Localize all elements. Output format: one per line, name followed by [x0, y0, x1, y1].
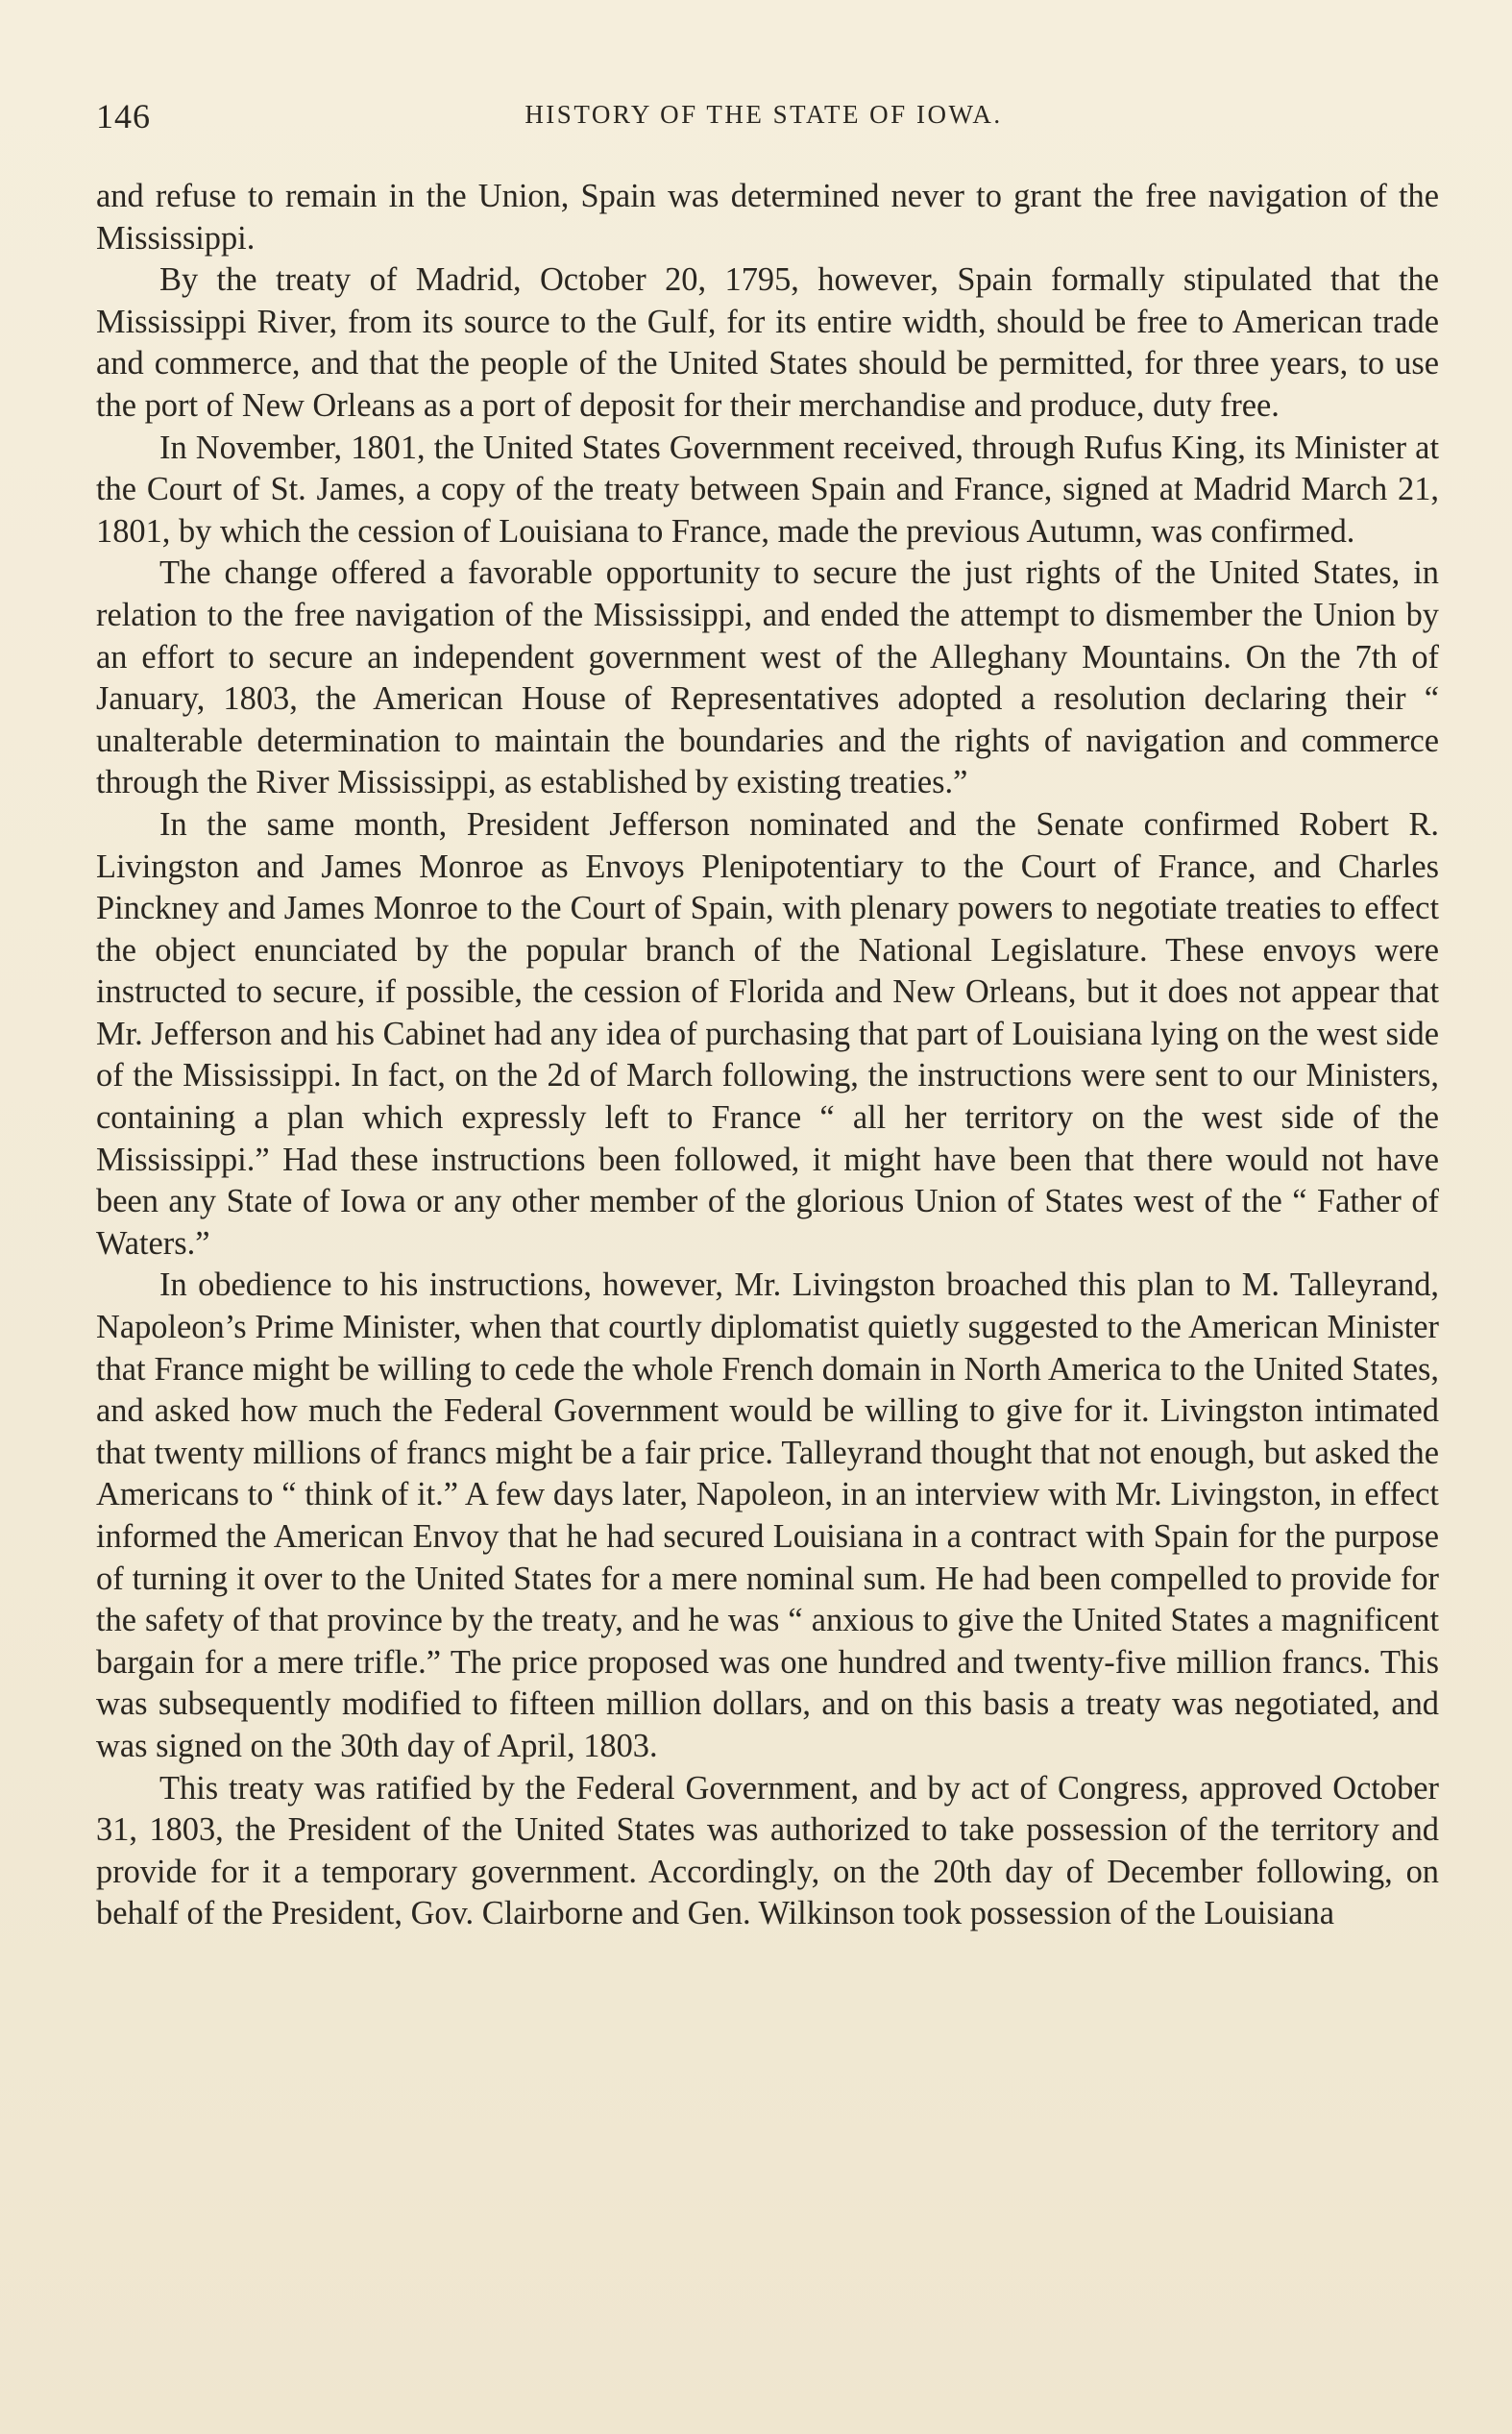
paragraph: This treaty was ratified by the Federal Government, and by act of Congress, approved October 31, 1803, the President of the United States was authorized to take possession of the territory and provide for it a temporary government. Accordingly, on the 20th day of December following, on behalf of the President, Gov. Clairborne and Gen. Wilkinson took possession of the Louisiana	[96, 1769, 1439, 1932]
paragraph: The change offered a favorable opportunity to secure the just rights of the United States, in relation to the free navigation of the Mississippi, and ended the attempt to dismember the Union by an effort to secure an independent government west of the Alleghany Mountains. On the 7th of January, 1803, the American House of Representatives adopted a resolution declaring their “ unalterable determination to maintain the boundaries and the rights of navigation and commerce through the River Mississippi, as established by existing treaties.”	[96, 554, 1439, 801]
paragraph: and refuse to remain in the Union, Spain was determined never to grant the free navigation of the Mississippi.	[96, 178, 1439, 257]
body-text	[96, 176, 1439, 1935]
running-head	[96, 96, 1431, 144]
running-title: HISTORY OF THE STATE OF IOWA.	[524, 100, 1003, 129]
page-number: 146	[96, 97, 151, 135]
paragraph: By the treaty of Madrid, October 20, 1795, however, Spain formally stipulated that the Mississippi River, from its source to the Gulf, for its entire width, should be free to American trade and commerce, and that the people of the United States should be permitted, for three years, to use the port of New Orleans as a port of deposit for their merchandise and produce, duty free.	[96, 261, 1439, 424]
paragraph: In obedience to his instructions, however, Mr. Livingston broached this plan to M. Talleyrand, Napoleon’s Prime Minister, when that courtly diplomatist quietly suggested to the American Minister that France might be willing to cede the whole French domain in North America to the United States, and asked how much the Federal Government would be willing to give for it. Livingston intimated that twenty millions of francs might be a fair price. Talleyrand thought that not enough, but asked the Americans to “ think of it.” A few days later, Napoleon, in an interview with Mr. Livingston, in effect informed the American Envoy that he had secured Louisiana in a contract with Spain for the purpose of turning it over to the United States for a mere nominal sum. He had been compelled to provide for the safety of that province by the treaty, and he was “ anxious to give the United States a magnificent bargain for a mere trifle.” The price proposed was one hundred and twenty-five million francs. This was subsequently modified to fifteen million dollars, and on this basis a treaty was negotiated, and was signed on the 30th day of April, 1803.	[96, 1266, 1439, 1764]
paragraph: In the same month, President Jefferson nominated and the Senate confirmed Robert R. Livingston and James Monroe as Envoys Plenipotentiary to the Court of France, and Charles Pinckney and James Monroe to the Court of Spain, with plenary powers to negotiate treaties to effect the object enunciated by the popular branch of the National Legislature. These envoys were instructed to secure, if possible, the cession of Florida and New Orleans, but it does not appear that Mr. Jefferson and his Cabinet had any idea of purchasing that part of Louisiana lying on the west side of the Mississippi. In fact, on the 2d of March following, the instructions were sent to our Ministers, containing a plan which expressly left to France “ all her territory on the west side of the Mississippi.” Had these instructions been followed, it might have been that there would not have been any State of Iowa or any other member of the glorious Union of States west of the “ Father of Waters.”	[96, 805, 1439, 1262]
paragraph: In November, 1801, the United States Government received, through Rufus King, its Minister at the Court of St. James, a copy of the treaty between Spain and France, signed at Madrid March 21, 1801, by which the cession of Louisiana to France, made the previous Autumn, was confirmed.	[96, 429, 1439, 550]
